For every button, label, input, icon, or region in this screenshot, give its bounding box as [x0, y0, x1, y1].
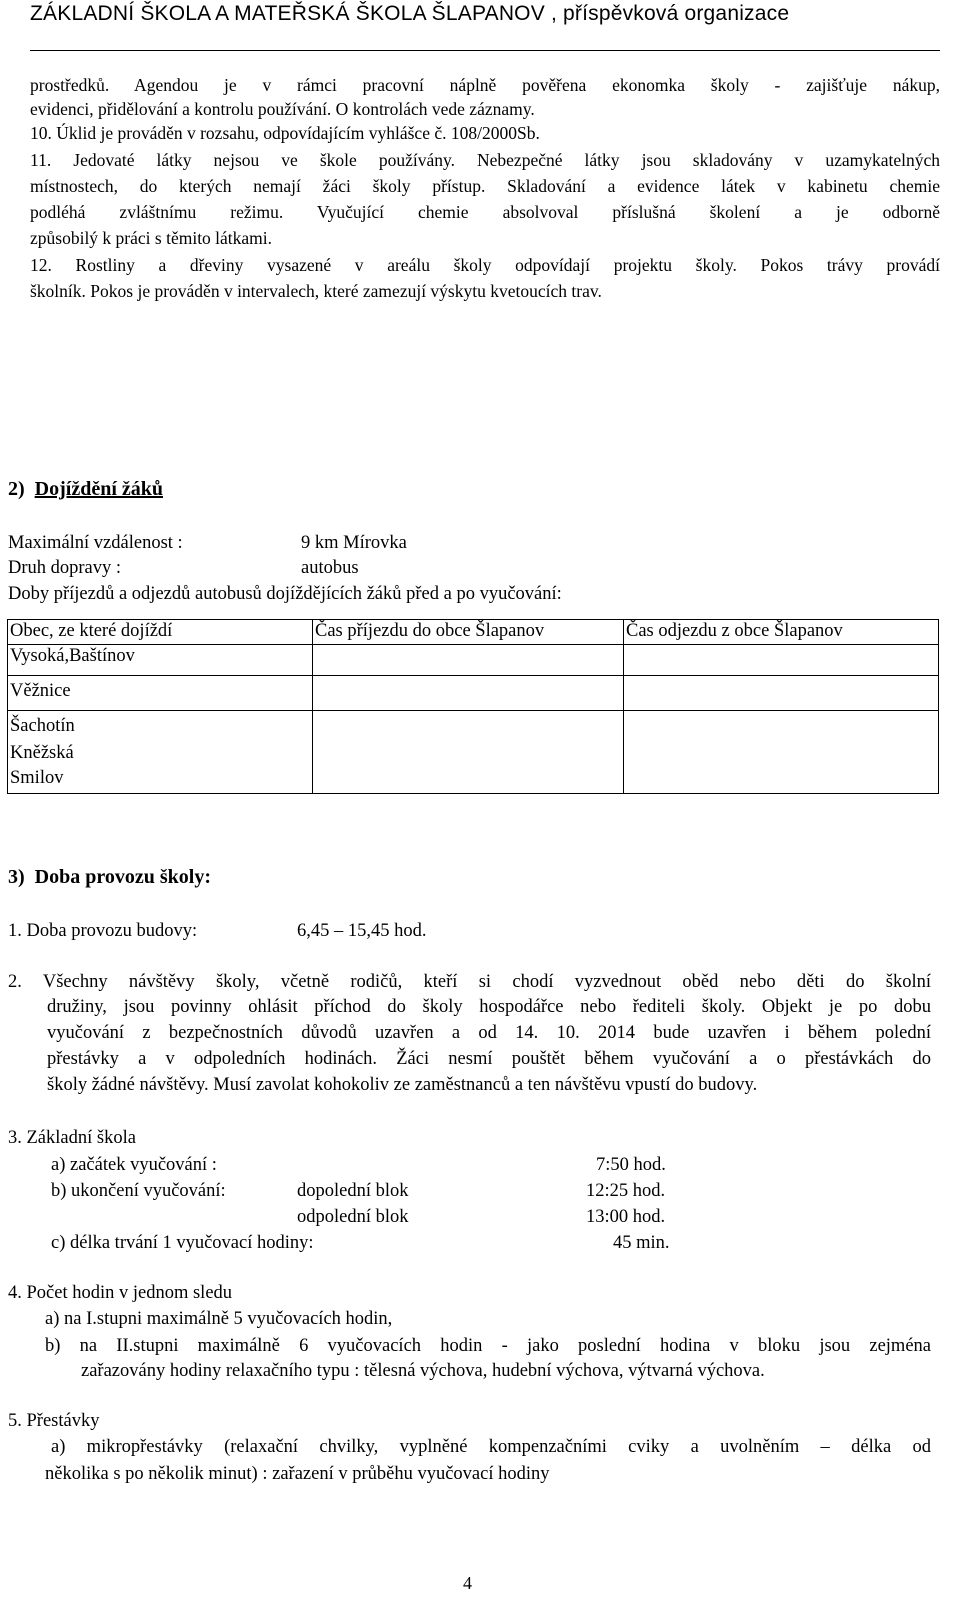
lesson-length-label: c) délka trvání 1 vyučovací hodiny:: [51, 1233, 314, 1253]
table-cell: Věžnice: [8, 676, 313, 711]
hours-second-stage: b) na II.stupni maximálně 6 vyučovacích hodin - jako poslední hodina v bloku jsou zejména: [45, 1336, 931, 1356]
lesson-end-label: b) ukončení vyučování:: [51, 1181, 226, 1201]
afternoon-block-value: 13:00 hod.: [586, 1207, 666, 1227]
table-header-row: [8, 620, 939, 645]
section-2-number: 2): [8, 478, 25, 500]
table-cell: [313, 676, 624, 711]
table-cell: [313, 711, 624, 794]
header-rule: [30, 50, 940, 51]
village-name: Šachotín: [10, 716, 75, 736]
hours-in-row-label: 4. Počet hodin v jednom sledu: [8, 1283, 233, 1303]
lesson-start-label: a) začátek vyučování :: [51, 1155, 217, 1175]
village-name: Kněžská: [10, 743, 74, 763]
table-row: [8, 645, 939, 676]
max-distance-value: 9 km Mírovka: [301, 533, 407, 553]
village-name: Smilov: [10, 768, 64, 788]
afternoon-block-label: odpolední blok: [297, 1207, 409, 1227]
document-header: ZÁKLADNÍ ŠKOLA A MATEŘSKÁ ŠKOLA ŠLAPANOV , příspěvková organizace: [30, 2, 790, 25]
intro-line: způsobilý k práci s těmito látkami.: [30, 228, 273, 248]
intro-line: 12. Rostliny a dřeviny vysazené v areálu školy odpovídají projektu školy. Pokos trávy provádí: [30, 255, 940, 275]
max-distance-label: Maximální vzdálenost :: [8, 533, 183, 553]
section-3-title: Doba provozu školy:: [34, 866, 211, 888]
transport-label: Druh dopravy :: [8, 558, 122, 578]
building-hours-value: 6,45 – 15,45 hod.: [297, 921, 427, 941]
visits-line: 2. Všechny návštěvy školy, včetně rodičů, kteří si chodí vyzvednout oběd nebo děti do školní: [8, 972, 931, 992]
column-header: Obec, ze které dojíždí: [8, 620, 313, 645]
intro-line: prostředků. Agendou je v rámci pracovní náplně pověřena ekonomka školy - zajišťuje nákup,: [30, 75, 940, 95]
micro-breaks-line: několika s po několik minut) : zařazení v průběhu vyučovací hodiny: [45, 1464, 550, 1484]
bus-table: [7, 619, 939, 794]
intro-line: evidenci, přidělování a kontrolu používání. O kontrolách vede záznamy.: [30, 99, 535, 119]
transport-value: autobus: [301, 558, 359, 578]
table-cell: [624, 645, 939, 676]
page-number: 4: [463, 1573, 472, 1593]
morning-block-label: dopolední blok: [297, 1181, 409, 1201]
breaks-label: 5. Přestávky: [8, 1411, 100, 1431]
intro-line: místnostech, do kterých nemají žáci školy přístup. Skladování a evidence látek v kabinetu chemie: [30, 176, 940, 196]
hours-second-stage-continued: zařazovány hodiny relaxačního typu : tělesná výchova, hudební výchova, výtvarná výchova.: [81, 1361, 765, 1381]
table-cell: [8, 711, 313, 794]
primary-school-label: 3. Základní škola: [8, 1128, 136, 1148]
lesson-length-value: 45 min.: [613, 1233, 670, 1253]
micro-breaks-line: a) mikropřestávky (relaxační chvilky, vyplněné kompenzačními cviky a uvolněním – délka od: [51, 1437, 931, 1457]
section-3-number: 3): [8, 866, 25, 888]
bus-times-intro: Doby příjezdů a odjezdů autobusů dojíždějících žáků před a po vyučování:: [8, 584, 562, 604]
section-2-title: Dojíždění žáků: [34, 478, 164, 500]
intro-line: 11. Jedovaté látky nejsou ve škole používány. Nebezpečné látky jsou skladovány v uzamykatelných: [30, 150, 940, 170]
table-row: [8, 676, 939, 711]
column-header: Čas odjezdu z obce Šlapanov: [624, 620, 939, 645]
column-header: Čas příjezdu do obce Šlapanov: [313, 620, 624, 645]
building-hours-label: 1. Doba provozu budovy:: [8, 921, 198, 941]
visits-line: družiny, jsou povinny ohlásit příchod do školy hospodářce nebo řediteli školy. Objekt je po dobu: [47, 997, 931, 1017]
section-2-heading: [8, 478, 163, 501]
visits-line: vyučování z bezpečnostních důvodů uzavřen a od 14. 10. 2014 bude uzavřen i během polední: [47, 1023, 931, 1043]
table-cell: [313, 645, 624, 676]
hours-first-stage: a) na I.stupni maximálně 5 vyučovacích hodin,: [45, 1309, 393, 1329]
visits-line: školy žádné návštěvy. Musí zavolat kohokoliv ze zaměstnanců a ten návštěvu vpustí do budovy.: [47, 1075, 758, 1095]
intro-line: 10. Úklid je prováděn v rozsahu, odpovídajícím vyhlášce č. 108/2000Sb.: [30, 123, 540, 143]
table-cell: [624, 711, 939, 794]
table-row: [8, 711, 939, 794]
morning-block-value: 12:25 hod.: [586, 1181, 666, 1201]
intro-line: školník. Pokos je prováděn v intervalech, které zamezují výskytu kvetoucích trav.: [30, 281, 602, 301]
section-3-heading: [8, 866, 211, 889]
intro-line: podléhá zvláštnímu režimu. Vyučující chemie absolvoval příslušná školení a je odborně: [30, 202, 940, 222]
table-cell: Vysoká,Baštínov: [8, 645, 313, 676]
table-cell: [624, 676, 939, 711]
visits-line: přestávky a v odpoledních hodinách. Žáci nesmí pouštět během vyučování a o přestávkách do: [47, 1049, 931, 1069]
lesson-start-value: 7:50 hod.: [596, 1155, 666, 1175]
